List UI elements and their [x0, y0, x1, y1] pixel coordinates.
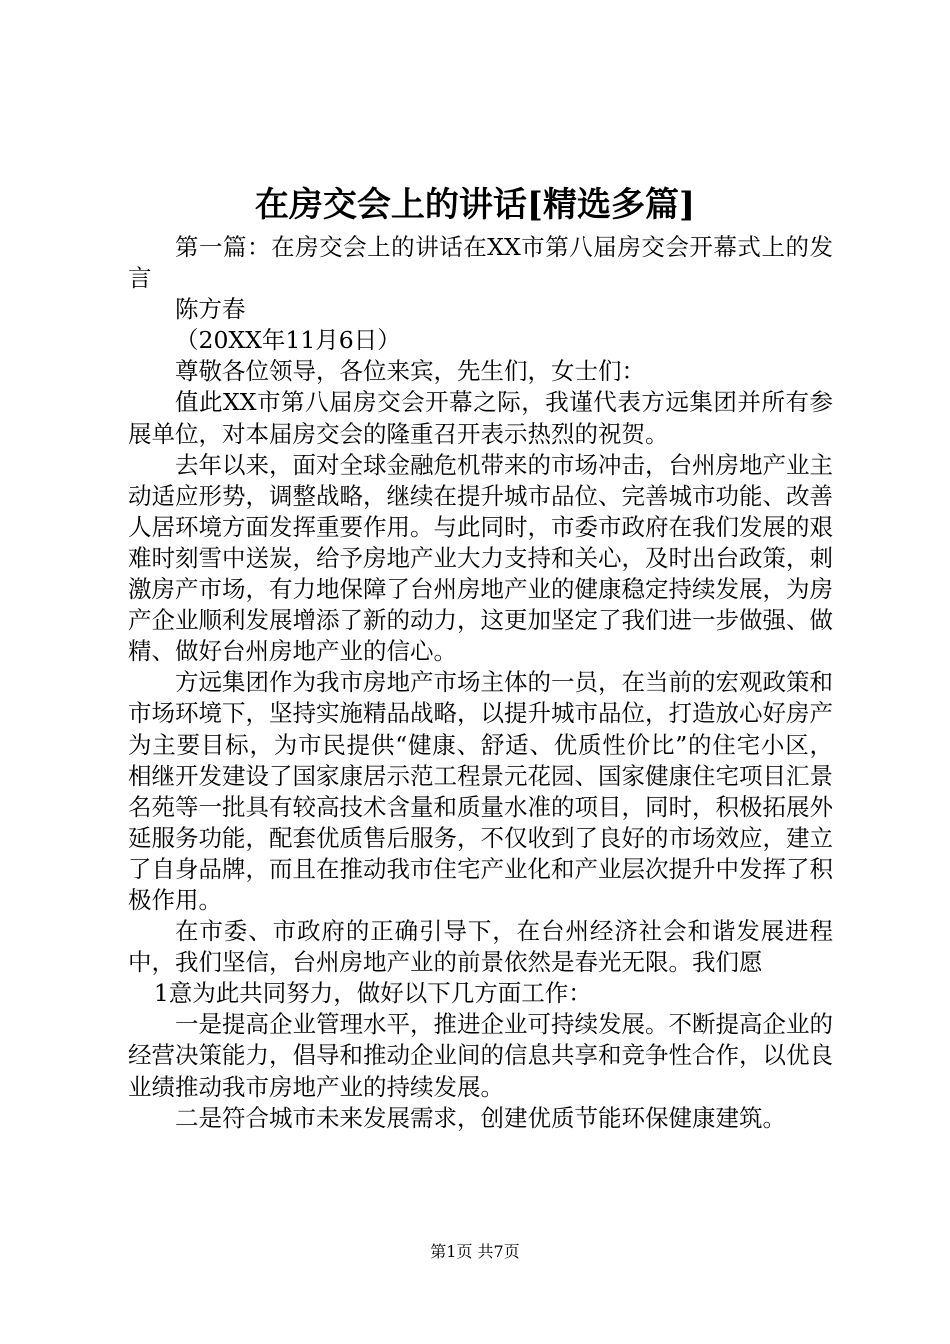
document-body [128, 232, 833, 1134]
page-footer: 第1页 共7页 [430, 1242, 520, 1261]
paragraph-salutation: 尊敬各位领导，各位来宾，先生们，女士们： [175, 357, 645, 386]
paragraph-intent: 1意为此共同努力，做好以下几方面工作： [153, 979, 592, 1008]
paragraph-outlook: 在市委、市政府的正确引导下，在台州经济社会和谐发展进程中，我们坚信，台州房地产业的前景依然是春光无限。我们愿 [128, 917, 833, 977]
paragraph-date: （20XX年11月6日） [175, 326, 401, 355]
document-title: 在房交会上的讲话[精选多篇] [254, 185, 696, 225]
paragraph-background: 去年以来，面对全球金融危机带来的市场冲击，台州房地产业主动适应形势，调整战略，继续在提升城市品位、完善城市功能、改善人居环境方面发挥重要作用。与此同时，市委市政府在我们发展的艰难时刻雪中送炭，给予房地产业大力支持和关心，及时出台政策，刺激房产市场，有力地保障了台州房地产业的健康稳定持续发展，为房产企业顺利发展增添了新的动力，这更加坚定了我们进一步做强、做精、做好台州房地产业的信心。 [128, 450, 833, 666]
paragraph-heading: 第一篇：在房交会上的讲话在XX市第八届房交会开幕式上的发言 [128, 233, 833, 293]
paragraph-point-two: 二是符合城市未来发展需求，创建优质节能环保健康建筑。 [175, 1103, 786, 1132]
paragraph-greeting: 值此XX市第八届房交会开幕之际，我谨代表方远集团并所有参展单位，对本届房交会的隆重召开表示热烈的祝贺。 [128, 388, 833, 448]
paragraph-company: 方远集团作为我市房地产市场主体的一员，在当前的宏观政策和市场环境下，坚持实施精品战略，以提升城市品位，打造放心好房产为主要目标，为市民提供“健康、舒适、优质性价比”的住宅小区，相继开发建设了国家康居示范工程景元花园、国家健康住宅项目汇景名苑等一批具有较高技术含量和质量水准的项目，同时，积极拓展外延服务功能，配套优质售后服务，不仅收到了良好的市场效应，建立了自身品牌，而且在推动我市住宅产业化和产业层次提升中发挥了积极作用。 [128, 668, 833, 914]
paragraph-point-one: 一是提高企业管理水平，推进企业可持续发展。不断提高企业的经营决策能力，倡导和推动企业间的信息共享和竞争性合作，以优良业绩推动我市房地产业的持续发展。 [128, 1010, 833, 1101]
paragraph-speaker: 陈方春 [175, 295, 246, 324]
